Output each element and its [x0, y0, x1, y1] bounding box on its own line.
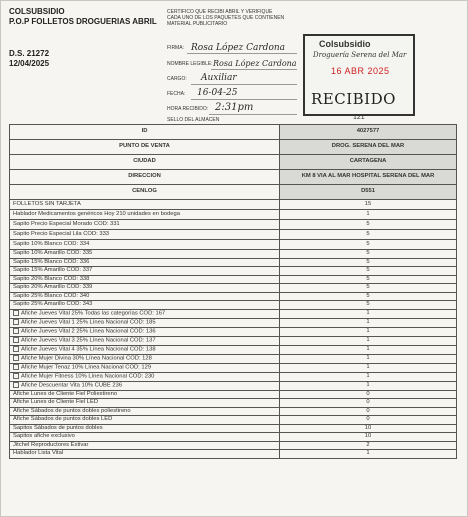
item-label: Afiche Jueves Vital 3 25% Línea Nacional COD: 137 — [21, 337, 156, 344]
item-label-cell — [10, 267, 280, 276]
item-label-cell — [10, 250, 280, 259]
stamp-brand: Colsubsidio — [319, 39, 371, 49]
item-quantity: 15 — [280, 200, 457, 210]
item-row — [10, 292, 457, 301]
sello-label: SELLO DEL ALMACEN — [167, 117, 220, 123]
header-row — [10, 140, 457, 155]
item-label: Afiche Sábados de puntos dobles poliestireno — [13, 407, 131, 414]
item-label-cell — [10, 336, 280, 345]
item-label-cell — [10, 345, 280, 354]
item-label-cell — [10, 381, 280, 390]
item-label-cell — [10, 200, 280, 210]
header-label: CENLOG — [10, 185, 280, 200]
item-label-cell — [10, 210, 280, 220]
header-row — [10, 185, 457, 200]
item-quantity: 5 — [280, 301, 457, 310]
item-row — [10, 363, 457, 372]
item-row — [10, 372, 457, 381]
item-row — [10, 381, 457, 390]
item-label: Afiche Mujer Fitness 10% Línea Nacional COD: 230 — [21, 373, 155, 380]
stamp-status: RECIBIDO — [311, 90, 396, 108]
item-label-cell — [10, 292, 280, 301]
item-label-cell — [10, 416, 280, 425]
item-row — [10, 433, 457, 442]
item-quantity: 10 — [280, 433, 457, 442]
item-label-cell — [10, 399, 280, 408]
cargo-value: Auxiliar — [201, 73, 237, 83]
item-quantity: 1 — [280, 210, 457, 220]
header-value: CARTAGENA — [280, 155, 457, 170]
item-label: Sapito 25% Blanco COD: 340 — [13, 292, 90, 299]
item-quantity: 1 — [280, 363, 457, 372]
checkbox-icon — [13, 319, 19, 325]
header-value: KM 8 VIA AL MAR HOSPITAL SERENA DEL MAR — [280, 170, 457, 185]
item-row — [10, 258, 457, 267]
item-row — [10, 267, 457, 276]
header-row — [10, 125, 457, 140]
document-code: D.S. 21272 — [9, 49, 50, 58]
cargo-label: CARGO: — [167, 76, 187, 82]
item-quantity: 5 — [280, 240, 457, 250]
item-label: Afiche Jueves Vital 2 25% Línea Nacional COD: 136 — [21, 328, 156, 335]
item-label-cell — [10, 301, 280, 310]
checkbox-icon — [13, 355, 19, 361]
fecha-label: FECHA: — [167, 91, 186, 97]
item-row — [10, 220, 457, 230]
item-row — [10, 345, 457, 354]
item-row — [10, 354, 457, 363]
header-value: D551 — [280, 185, 457, 200]
item-label-cell — [10, 230, 280, 240]
stamp-subtitle: Droguería Serena del Mar — [313, 51, 407, 59]
item-quantity: 0 — [280, 416, 457, 425]
nombre-value: Rosa López Cardona — [213, 59, 297, 68]
item-label: Sapitos afiche exclusivo — [13, 433, 75, 440]
item-label: Sapito Precio Especial Lila COD: 333 — [13, 230, 110, 237]
item-label-cell — [10, 433, 280, 442]
item-row — [10, 450, 457, 459]
item-label: Afiche Sábados de puntos dobles LED — [13, 416, 113, 423]
item-quantity: 5 — [280, 267, 457, 276]
item-row — [10, 327, 457, 336]
firma-label: FIRMA: — [167, 45, 184, 51]
item-row — [10, 424, 457, 433]
item-label: Sapitos Sábados de puntos dobles — [13, 424, 103, 431]
item-label-cell — [10, 327, 280, 336]
checkbox-icon — [13, 310, 19, 316]
item-label-cell — [10, 424, 280, 433]
certification-text: CERTIFICO QUE RECIBI ABRIL Y VERIFIQUE CADA UNO DE LOS PAQUETES QUE CONTIENEN MATERIAL PUBLICITARIO — [167, 9, 285, 27]
item-label-cell — [10, 372, 280, 381]
item-row — [10, 250, 457, 259]
item-label: Sapito 20% Blanco COD: 338 — [13, 275, 90, 282]
item-quantity: 1 — [280, 372, 457, 381]
item-label: Afiche Jueves Vital 1 25% Línea Nacional COD: 185 — [21, 319, 156, 326]
item-label: Sapito 25% Amarillo COD: 343 — [13, 301, 93, 307]
item-label: Sapito 10% Blanco COD: 334 — [13, 240, 90, 247]
item-row — [10, 275, 457, 284]
item-label-cell — [10, 450, 280, 459]
item-label: Afiche Mujer Divina 30% Línea Nacional COD: 128 — [21, 355, 152, 362]
item-row — [10, 441, 457, 450]
checkbox-icon — [13, 337, 19, 343]
item-label-cell — [10, 240, 280, 250]
item-row — [10, 399, 457, 408]
item-label-cell — [10, 258, 280, 267]
item-label-cell — [10, 309, 280, 318]
header-label: ID — [10, 125, 280, 140]
item-quantity: 1 — [280, 354, 457, 363]
document-title: P.O.P FOLLETOS DROGUERIAS ABRIL — [9, 17, 157, 26]
item-quantity: 0 — [280, 390, 457, 399]
item-label: Jitchel Reproductores Estivar — [13, 441, 89, 448]
item-label-cell — [10, 407, 280, 416]
item-label-cell — [10, 318, 280, 327]
item-label-cell — [10, 354, 280, 363]
document-header — [9, 7, 157, 69]
hora-value: 2:31pm — [215, 102, 254, 113]
item-row — [10, 200, 457, 210]
item-label: Afiche Jueves Vital 25% Todas las categorías COD: 167 — [21, 310, 166, 317]
item-quantity: 1 — [280, 318, 457, 327]
item-quantity: 5 — [280, 292, 457, 301]
item-label-cell — [10, 284, 280, 293]
document-date: 12/04/2025 — [9, 59, 50, 68]
item-label: Afiche Mujer Tenaz 10% Línea Nacional COD: 129 — [21, 364, 152, 371]
received-stamp — [303, 34, 415, 116]
item-label-cell — [10, 390, 280, 399]
header-label: DIRECCION — [10, 170, 280, 185]
item-quantity: 5 — [280, 258, 457, 267]
checkbox-icon — [13, 328, 19, 334]
header-value: DROG. SERENA DEL MAR — [280, 140, 457, 155]
header-row — [10, 170, 457, 185]
item-label-cell — [10, 275, 280, 284]
item-quantity: 10 — [280, 424, 457, 433]
record-number: 121 — [353, 114, 365, 121]
item-row — [10, 284, 457, 293]
item-row — [10, 336, 457, 345]
header-label: CIUDAD — [10, 155, 280, 170]
header-label: PUNTO DE VENTA — [10, 140, 280, 155]
item-row — [10, 309, 457, 318]
firma-signature: Rosa López Cardona — [191, 43, 286, 53]
item-label: Afiche Descuentar Vita 10% CUBE 236 — [21, 382, 123, 389]
item-label-cell — [10, 220, 280, 230]
item-quantity: 5 — [280, 230, 457, 240]
header-value: 4027577 — [280, 125, 457, 140]
item-row — [10, 416, 457, 425]
item-row — [10, 210, 457, 220]
item-row — [10, 230, 457, 240]
item-quantity: 0 — [280, 407, 457, 416]
item-label: Afiche Lunes de Cliente Fiel LED — [13, 399, 99, 406]
item-row — [10, 390, 457, 399]
item-quantity: 5 — [280, 250, 457, 259]
item-quantity: 0 — [280, 399, 457, 408]
company-name: COLSUBSIDIO — [9, 7, 65, 16]
item-label: Hablador Medicamentos genéricos Hoy 210 unidades en bodega — [13, 210, 180, 217]
item-quantity: 1 — [280, 345, 457, 354]
item-quantity: 1 — [280, 381, 457, 390]
item-row — [10, 407, 457, 416]
item-label: Afiche Lunes de Cliente Fiel Poliestireno — [13, 390, 118, 397]
item-quantity: 1 — [280, 336, 457, 345]
item-label-cell — [10, 363, 280, 372]
header-row — [10, 155, 457, 170]
item-label: Sapito Precio Especial Morado COD: 331 — [13, 220, 120, 227]
item-label: Sapito 10% Amarillo COD: 335 — [13, 250, 93, 256]
item-quantity: 2 — [280, 441, 457, 450]
checkbox-icon — [13, 346, 19, 352]
item-row — [10, 318, 457, 327]
item-label: Sapito 15% Blanco COD: 336 — [13, 258, 90, 265]
item-label: Afiche Jueves Vital 4 35% Línea Nacional COD: 138 — [21, 346, 156, 353]
stamp-date: 16 ABR 2025 — [331, 66, 390, 76]
fecha-value: 16-04-25 — [197, 88, 238, 98]
checkbox-icon — [13, 364, 19, 370]
item-row — [10, 240, 457, 250]
item-row — [10, 301, 457, 310]
checkbox-icon — [13, 373, 19, 379]
item-label-cell — [10, 441, 280, 450]
item-quantity: 5 — [280, 220, 457, 230]
item-label: Sapito 20% Amarillo COD: 339 — [13, 284, 93, 290]
item-quantity: 5 — [280, 275, 457, 284]
hora-label: HORA RECIBIDO: — [167, 106, 209, 112]
item-label: FOLLETOS SIN TARJETA — [13, 200, 81, 207]
checkbox-icon — [13, 382, 19, 388]
item-label: Sapito 15% Amarillo COD: 337 — [13, 267, 93, 273]
item-quantity: 1 — [280, 450, 457, 459]
item-quantity: 5 — [280, 284, 457, 293]
delivery-table — [9, 124, 457, 459]
nombre-label: NOMBRE LEGIBLE: — [167, 61, 213, 67]
item-label: Hablador Lista Vital — [13, 450, 64, 457]
item-quantity: 1 — [280, 309, 457, 318]
item-quantity: 1 — [280, 327, 457, 336]
